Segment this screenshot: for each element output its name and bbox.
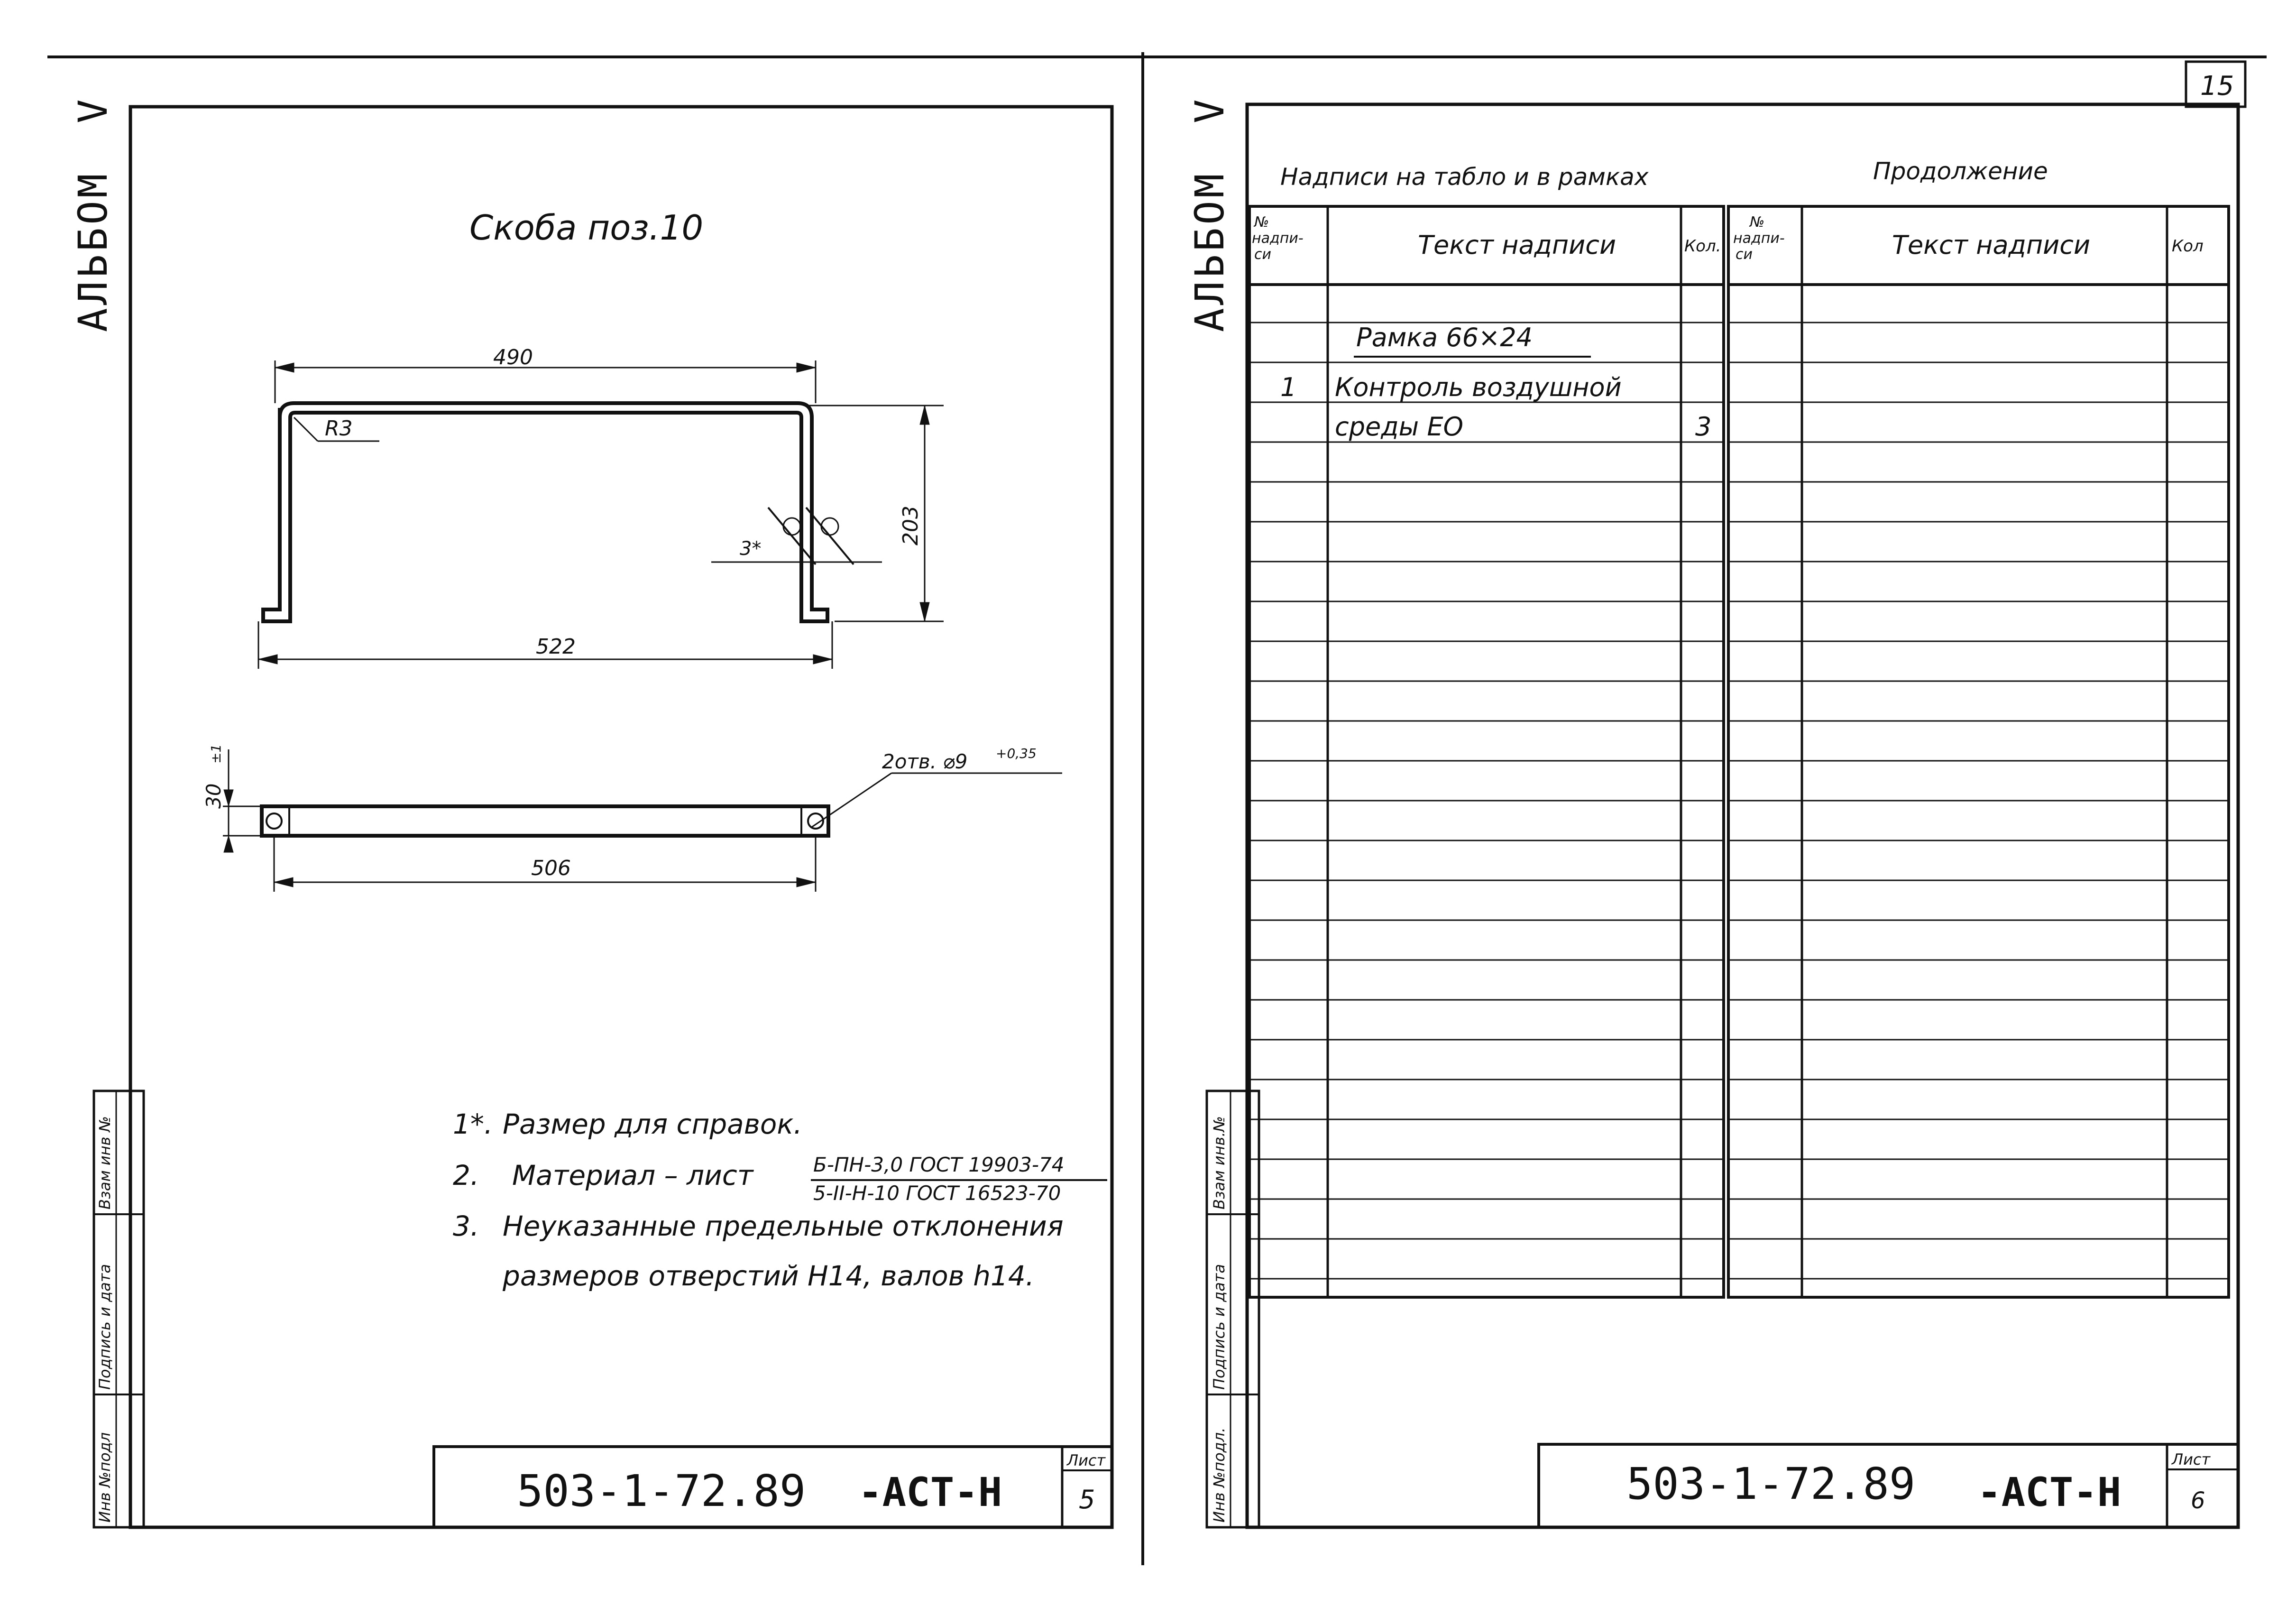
right-sheet: [1186, 62, 2245, 1527]
hole-left: [266, 813, 282, 829]
left-album-label: [70, 99, 116, 332]
right-album-label: [1186, 99, 1233, 332]
right-col-num-2: надпи-: [1733, 230, 1785, 247]
dim-hole-callout: 2отв. ⌀9: [882, 750, 968, 773]
right-title-block: [1539, 1444, 2238, 1527]
page-number: 15: [2200, 71, 2234, 102]
dim-radius: R3: [325, 416, 353, 441]
left-col-qty: Кол.: [1684, 237, 1721, 256]
right-stamp-inv: Инв №подл.: [1210, 1427, 1228, 1523]
note-2-text: Материал – лист: [512, 1159, 753, 1191]
notes-block: [453, 1108, 1107, 1292]
right-album-roman: V: [1186, 99, 1233, 123]
weld-symbol-line-1: [768, 508, 816, 564]
right-side-stamp: [1207, 1091, 1259, 1527]
right-stamp-sign: Подпись и дата: [1210, 1264, 1228, 1390]
left-stamp-inv: Инв №подл: [96, 1432, 114, 1523]
dim-hole-spacing: 506: [531, 856, 571, 880]
table-heading-right: Продолжение: [1873, 157, 2048, 185]
left-table-rows: [1249, 323, 1724, 1279]
right-col-num-3: си: [1736, 246, 1753, 263]
right-frame: [1247, 104, 2238, 1527]
right-stamp-replace: Взам инв.№: [1210, 1116, 1228, 1209]
dim-base-width: 522: [536, 635, 576, 659]
dim-top-width: 490: [493, 345, 533, 369]
note-1-text: Размер для справок.: [503, 1108, 802, 1140]
right-col-text: Текст надписи: [1892, 230, 2091, 260]
left-col-num-1: №: [1254, 214, 1269, 231]
left-col-num-2: надпи-: [1252, 230, 1304, 247]
left-col-num-3: си: [1254, 246, 1271, 263]
frame-label: Рамка 66×24: [1356, 323, 1533, 352]
left-col-text: Текст надписи: [1418, 230, 1616, 260]
left-table-border: [1249, 206, 1724, 1297]
table-heading-left: Надписи на табло и в рамках: [1280, 163, 1649, 191]
right-table-border: [1728, 206, 2229, 1297]
weld-circle-right: [821, 518, 838, 535]
row-1-text: Контроль воздушной: [1335, 372, 1622, 402]
left-stamp-sign: Подпись и дата: [96, 1264, 114, 1390]
hole-leader: [811, 773, 891, 828]
note-3-num: 3.: [453, 1210, 479, 1242]
bracket-front-view: [258, 360, 944, 669]
note-3-text: Неуказанные предельные отклонения: [503, 1210, 1064, 1242]
dim-strip-height: 30: [202, 783, 225, 809]
dim-hole-tol: +0,35: [996, 746, 1037, 761]
left-title-block: [434, 1447, 1112, 1527]
right-sheet-label: Лист: [2172, 1450, 2211, 1468]
radius-leader: [294, 417, 318, 441]
left-stamp-replace: Взам инв №: [96, 1116, 114, 1209]
right-doc-suffix: -АСТ-Н: [1977, 1469, 2122, 1515]
left-doc-code: 503-1-72.89: [517, 1466, 806, 1516]
weld-circle-left: [783, 518, 800, 535]
strip-outline: [262, 806, 828, 836]
note-2-num: 2.: [453, 1159, 479, 1191]
left-sheet-num: 5: [1079, 1485, 1095, 1514]
left-sheet-label: Лист: [1067, 1451, 1106, 1469]
left-doc-suffix: -АСТ-Н: [858, 1469, 1002, 1515]
left-side-stamp: [94, 1091, 144, 1527]
right-doc-code: 503-1-72.89: [1626, 1459, 1916, 1509]
left-sheet: [70, 99, 1112, 1527]
right-col-num-1: №: [1750, 214, 1765, 231]
note-1-num: 1*.: [453, 1108, 493, 1140]
dim-height: 203: [899, 506, 923, 545]
material-bottom: 5-II-Н-10 ГОСТ 16523-70: [813, 1182, 1061, 1205]
left-album-roman: V: [70, 99, 116, 123]
row-1-num: 1: [1280, 372, 1297, 402]
right-inscription-table: [1728, 206, 2229, 1297]
material-top: Б-ПН-3,0 ГОСТ 19903-74: [813, 1153, 1065, 1176]
left-frame: [130, 107, 1112, 1527]
right-table-rows: [1728, 323, 2229, 1279]
drawing-title: Скоба поз.10: [469, 208, 704, 248]
note-3-cont: размеров отверстий Н14, валов h14.: [503, 1260, 1035, 1292]
dim-weld-mark: 3*: [740, 538, 762, 560]
right-album-text: АЛЬБОМ: [1186, 171, 1233, 332]
right-col-qty: Кол: [2172, 237, 2204, 256]
row-2-qty: 3: [1695, 412, 1712, 442]
left-inscription-table: [1249, 206, 1724, 1297]
right-sheet-num: 6: [2191, 1487, 2205, 1514]
row-2-text: среды ЕО: [1335, 412, 1463, 442]
left-album-text: АЛЬБОМ: [70, 171, 116, 332]
dim-strip-height-tol: ±1: [208, 744, 224, 764]
